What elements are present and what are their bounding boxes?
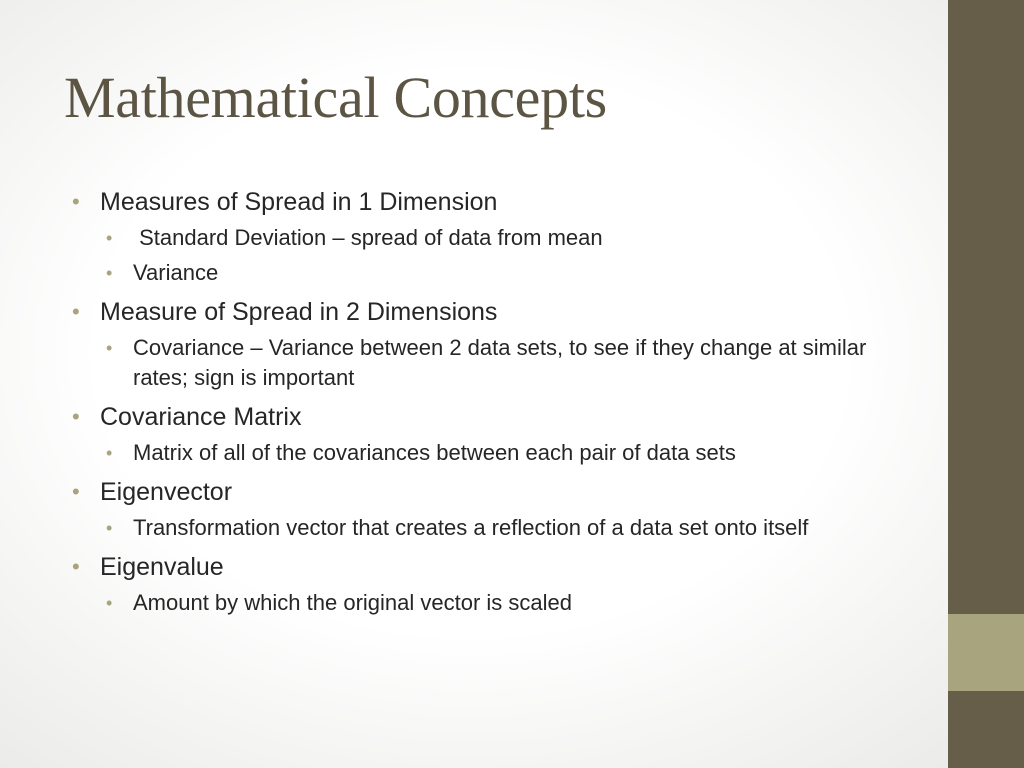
bullet-item: • Eigenvalue [72,549,902,585]
sub-bullet-item: • Amount by which the original vector is scaled [106,588,902,618]
side-accent-block [948,614,1024,691]
bullet-item: • Measure of Spread in 2 Dimensions [72,294,902,330]
bullet-item: • Eigenvector [72,474,902,510]
sub-bullet-item: • Standard Deviation – spread of data from mean [106,223,902,253]
bullet-item: • Measures of Spread in 1 Dimension [72,184,902,220]
bullet-list [72,182,902,618]
sub-bullet-item: • Covariance – Variance between 2 data sets, to see if they change at similar rates; sign is important [106,333,902,393]
bullet-item: • Covariance Matrix [72,399,902,435]
sub-bullet-item: • Matrix of all of the covariances between each pair of data sets [106,438,902,468]
sub-bullet-item: • Variance [106,258,902,288]
slide-title: Mathematical Concepts [64,65,607,130]
sub-bullet-item: • Transformation vector that creates a reflection of a data set onto itself [106,513,902,543]
